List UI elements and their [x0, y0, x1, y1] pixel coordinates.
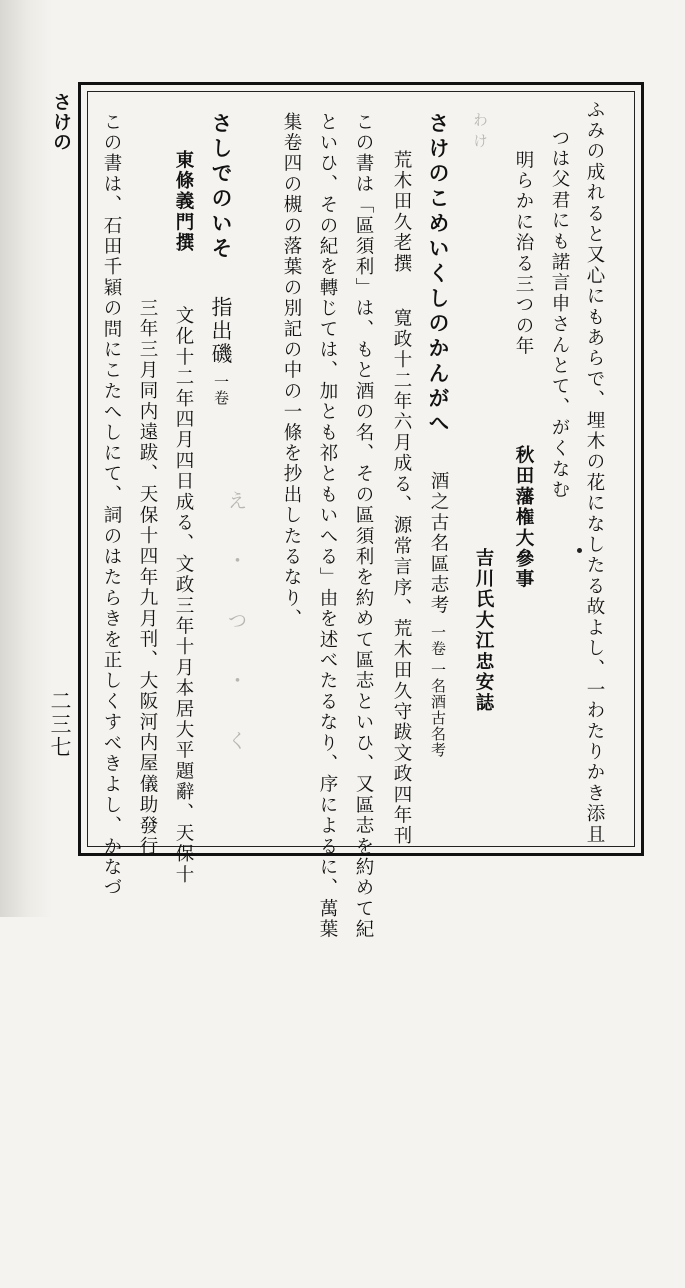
ink-dot: [577, 548, 582, 553]
page-number: 二三七: [48, 690, 72, 759]
text-column-13: この書は、石田千穎の問にこたへしにて、詞のはたらきを正しくすべきよし、かなづ: [101, 112, 122, 899]
text-column-9: 集卷四の槻の落葉の別記の中の一條を抄出したるなり、: [281, 112, 302, 630]
entry-date-sake: 寛政十二年六月成る、源常言序、荒木田久守跋文政四年刊: [391, 308, 412, 847]
pencil-annotation-mid: え・つ・く: [224, 490, 248, 790]
entry-note-sashide: 一卷: [212, 373, 230, 406]
pencil-annotation-top: わけ: [471, 112, 489, 154]
entry-title-sashide: さしでのいそ: [209, 112, 233, 262]
entry-book-title-sake: 酒之古名區志考: [428, 471, 449, 617]
signature-name: 吉川氏大江忠安誌: [473, 548, 494, 714]
entry-title-sake: さけのこめいくしのかんがへ: [426, 112, 450, 437]
text-column-2: つは父君にも諾言申さんとて、がくなむ: [549, 128, 570, 501]
entry-author-sake: 荒木田久老撰: [391, 150, 412, 275]
text-column-5: [427, 112, 449, 852]
date-line: 明らかに治る三つの年: [513, 150, 534, 357]
text-column-8: といひ、その紀を轉じては、加とも祁ともいへる」由を述べたるなり、序によるに、萬葉: [317, 112, 338, 940]
text-column-12: 三年三月同内遠跋、天保十四年九月刊、大阪河内屋儀助發行: [137, 298, 158, 857]
signature-office: 秋田藩権大參事: [513, 445, 534, 591]
text-column-7: この書は「區須利」は、もと酒の名、その區須利を約めて區志といひ、又區志を約めて紀: [353, 112, 374, 940]
entry-book-title-sashide: 指出磯: [209, 296, 233, 366]
entry-date-sashide: 文化十二年四月四日成る、文政三年十月本居大平題辭、天保十: [173, 305, 194, 886]
entry-note-sake: 一卷 一名酒古名考: [429, 624, 447, 758]
text-column-4: [472, 548, 494, 1288]
page-edge-shadow: [0, 0, 52, 917]
text-column-6: [390, 150, 412, 890]
text-column-3: [512, 150, 534, 890]
text-column-11: [172, 150, 194, 890]
entry-author-sashide: 東條義門撰: [173, 150, 194, 254]
text-column-1: ふみの成れると又心にもあらで、埋木の花になしたる故よし、一わたりかき添且: [584, 100, 605, 846]
running-head: さけの: [50, 92, 72, 152]
